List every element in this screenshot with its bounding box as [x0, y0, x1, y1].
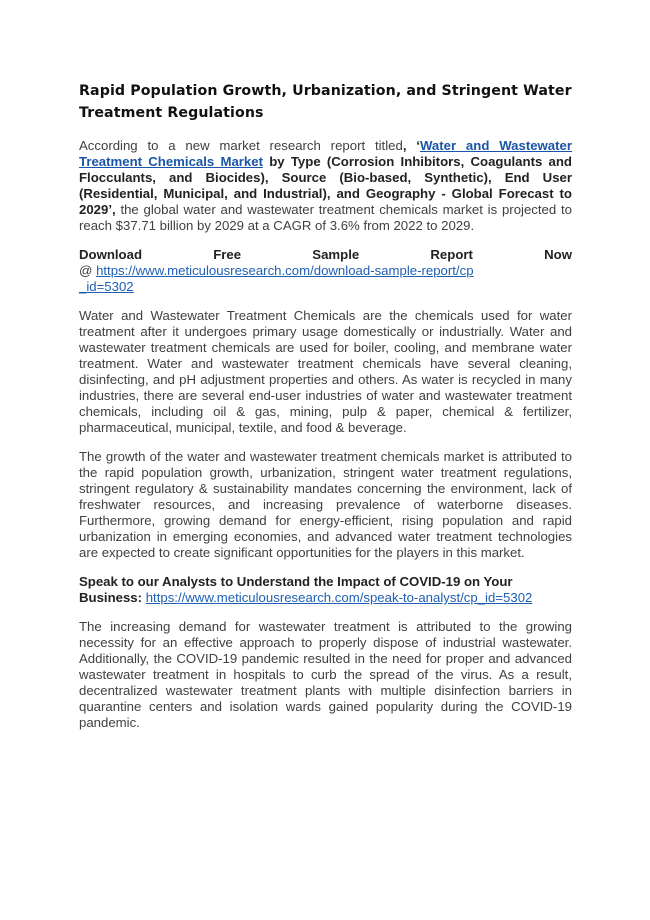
- analyst-label: Speak to our Analysts to Understand the Impact of COVID-19 on Your Business:: [79, 574, 513, 605]
- download-word: Report: [430, 247, 473, 262]
- speak-to-analyst-link[interactable]: https://www.meticulousresearch.com/speak-to-analyst/cp_id=5302: [145, 590, 533, 605]
- definition-paragraph: Water and Wastewater Treatment Chemicals are the chemicals used for water treatment after it undergoes primary usage domestically or industrially. Water and wastewater treatment chemicals are used for boiler, cooling, and membrane water treatment. Water and wastewater treatment chemicals have several cleaning, disinfecting, and pH adjustment properties and others. As water is recycled in many industries, there are several end-user industries of water and wastewater treatment chemicals, including oil & gas, mining, pulp & paper, chemical & fertilizer, pharmaceutical, municipal, textile, and food & beverage.: [79, 308, 572, 435]
- section-heading: Rapid Population Growth, Urbanization, and Stringent Water Treatment Regulations: [79, 83, 572, 121]
- intro-tail: the global water and wastewater treatment chemicals market is projected to reach $37.71 billion by 2029 at a CAGR of 3.6% from 2022 to 2029.: [79, 202, 572, 233]
- report-title-link[interactable]: Water and Wastewater Treatment Chemicals Market: [79, 138, 572, 169]
- download-word: Sample: [312, 247, 360, 262]
- analyst-paragraph: [79, 574, 572, 606]
- intro-paragraph: [79, 138, 572, 234]
- download-at: @: [79, 263, 97, 278]
- download-sample-link[interactable]: https://www.meticulousresearch.com/download-sample-report/cp_id=5302: [79, 263, 474, 294]
- download-word: Free: [213, 247, 242, 262]
- demand-paragraph: The increasing demand for wastewater treatment is attributed to the growing necessity for an effective approach to properly dispose of industrial wastewater. Additionally, the COVID-19 pandemic resulted in the need for proper and advanced wastewater treatment in hospitals to curb the spread of the virus. As a result, decentralized wastewater treatment plants with multiple disinfection barriers in quarantine centers and isolation wards gained popularity during the COVID-19 pandemic.: [79, 619, 572, 730]
- download-sample-label: [79, 247, 572, 263]
- intro-lead: According to a new market research report titled: [79, 138, 403, 153]
- growth-paragraph: The growth of the water and wastewater treatment chemicals market is attributed to the rapid population growth, urbanization, stringent water treatment regulations, stringent regulatory & sustainability mandates concerning the environment, lack of freshwater resources, and increasing prevalence of waterborne diseases. Furthermore, growing demand for energy-efficient, rising population and rapid urbanization in emerging economies, and advanced water treatment technologies are expected to create significant opportunities for the players in this market.: [79, 449, 572, 560]
- report-title-rest: by Type (Corrosion Inhibitors, Coagulants and Flocculants, and Biocides), Source (Bio-based, Synthetic), End User (Residential, Municipal, and Industrial), and Geography - Global Forecast to 2029’,: [79, 154, 572, 217]
- download-word: Download: [79, 247, 143, 262]
- download-word: Now: [544, 247, 572, 262]
- download-url-line: [79, 263, 479, 295]
- report-title-prefix: , ‘: [402, 138, 420, 153]
- download-sample-block: [79, 247, 572, 295]
